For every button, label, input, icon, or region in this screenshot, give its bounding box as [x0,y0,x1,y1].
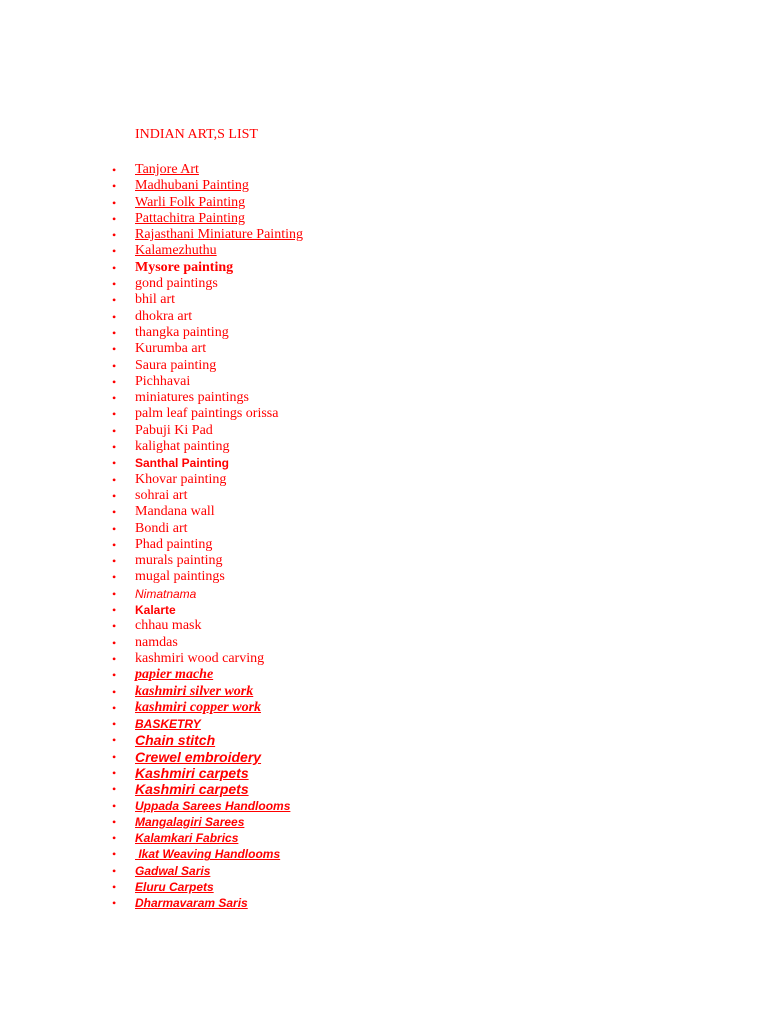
list-item-link[interactable]: kashmiri copper work [135,699,262,715]
list-item-text: murals painting [135,553,223,569]
bullet-icon: • [112,896,117,911]
bullet-icon: • [112,765,117,780]
list-item-link[interactable]: Gadwal Saris [135,863,211,878]
bullet-icon: • [112,342,117,357]
list-item-link[interactable]: Kalamkari Fabrics [135,831,239,846]
list-item-text: Kurumba art [135,341,207,357]
list-item-text: bhil art [135,292,176,308]
bullet-icon: • [112,407,117,422]
list-item-link[interactable]: Kashmiri carpets [135,764,249,781]
list-item-link[interactable]: Rajasthani Miniature Painting [135,227,303,243]
bullet-icon: • [112,260,117,275]
list-item-link[interactable]: Dharmavaram Saris [135,896,248,911]
bullet-icon: • [112,651,117,666]
bullet-icon: • [112,228,117,243]
bullet-icon: • [112,325,117,340]
list-item-text: dhokra art [135,308,193,324]
bullet-icon: • [112,440,117,455]
list-item-text: Mysore painting [135,259,234,275]
bullet-icon: • [112,537,117,552]
list-item-text: kalighat painting [135,439,230,455]
list-item-text: chhau mask [135,618,202,634]
list-item-text: Saura painting [135,357,217,373]
bullet-icon: • [112,505,117,520]
list-item-link[interactable]: Eluru Carpets [135,880,214,895]
bullet-icon: • [112,179,117,194]
bullet-icon: • [112,374,117,389]
bullet-icon: • [112,586,117,601]
list-item-text: Khovar painting [135,471,227,487]
list-item-text: miniatures paintings [135,390,249,406]
bullet-icon: • [112,733,117,748]
bullet-icon: • [112,700,117,715]
list-item-link[interactable]: papier mache [135,667,214,683]
bullet-icon: • [112,521,117,536]
bullet-icon: • [112,423,117,438]
bullet-icon: • [112,717,117,732]
list-item-link[interactable]: Madhubani Painting [135,178,249,194]
bullet-icon: • [112,782,117,797]
bullet-icon: • [112,863,117,878]
bullet-icon: • [112,570,117,585]
bullet-icon: • [112,554,117,569]
list-item-text: gond paintings [135,276,218,292]
bullet-icon: • [112,619,117,634]
bullet-icon: • [112,798,117,813]
document-title: INDIAN ART,S LIST [135,127,258,142]
list-item-text: thangka painting [135,324,229,340]
list-item-link[interactable]: Kalamezhuthu [135,243,217,259]
list-item-link[interactable]: Crewel embroidery [135,748,262,765]
bullet-icon: • [112,391,117,406]
bullet-icon: • [112,488,117,503]
bullet-icon: • [112,831,117,846]
list-item-link[interactable]: Mangalagiri Sarees [135,814,245,829]
bullet-icon: • [112,880,117,895]
list-item-text: Santhal Painting [135,456,230,471]
bullet-icon: • [112,211,117,226]
bullet-icon: • [112,668,117,683]
list-item-link[interactable]: BASKETRY [135,717,201,732]
bullet-icon: • [112,749,117,764]
bullet-icon: • [112,163,117,177]
list-item-text: Mandana wall [135,504,215,520]
list-item-link[interactable]: Pattachitra Painting [135,210,246,226]
bullet-icon: • [112,847,117,862]
bullet-icon: • [112,472,117,487]
list-item-text: Pabuji Ki Pad [135,422,213,438]
bullet-icon: • [112,195,117,210]
bullet-icon: • [112,277,117,292]
list-item-link[interactable]: kashmiri silver work [135,683,254,699]
list-item-text: Nimatnama [135,586,197,601]
list-item-text: Bondi art [135,520,188,536]
list-item-link[interactable]: Warli Folk Painting [135,194,246,210]
bullet-icon: • [112,293,117,308]
list-item-link[interactable]: Tanjore Art [135,162,199,177]
list-item-text: palm leaf paintings orissa [135,406,279,422]
list-item-text: Kalarte [135,603,176,618]
list-item-text: namdas [135,634,178,650]
bullet-icon: • [112,603,117,618]
bullet-icon: • [112,684,117,699]
bullet-icon: • [112,635,117,650]
list-item-link[interactable]: Uppada Sarees Handlooms [135,798,291,813]
list-item-link[interactable]: Chain stitch [135,732,216,749]
list-item-text: Phad painting [135,536,213,552]
list-item-text: kashmiri wood carving [135,650,265,666]
list-item-text: mugal paintings [135,569,225,585]
bullet-icon: • [112,244,117,259]
bullet-icon: • [112,814,117,829]
list-item-link[interactable]: Ikat Weaving Handlooms [135,847,281,862]
list-item-link[interactable]: Kashmiri carpets [135,781,249,798]
list-item-text: sohrai art [135,487,188,503]
bullet-icon: • [112,309,117,324]
bullet-icon: • [112,358,117,373]
bullet-icon: • [112,456,117,471]
list-item-text: Pichhavai [135,373,191,389]
